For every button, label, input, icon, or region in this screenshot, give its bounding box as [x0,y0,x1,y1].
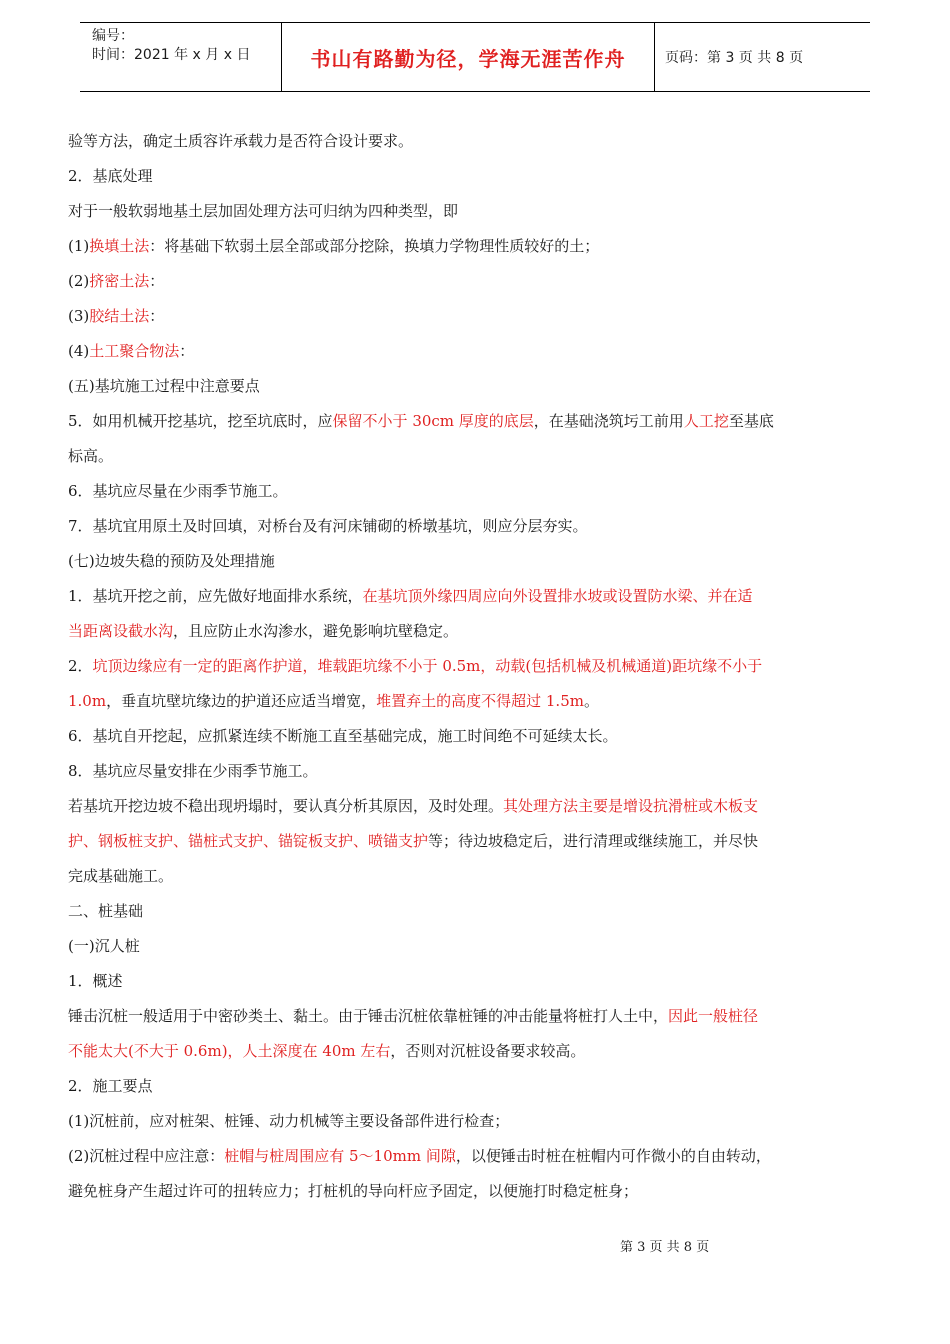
body-text: 至基底 [728,412,774,430]
highlighted-text: 保留不小于 30cm 厚度的底层 [332,412,534,430]
highlighted-text: 不能太大(不大于 0.6m)，人土深度在 40m 左右 [68,1042,391,1060]
text-line [68,474,884,509]
highlighted-text: 当距离设截水沟 [68,622,174,640]
header-motto: 书山有路勤为径，学海无涯苦作舟 [281,23,655,91]
text-line [68,649,884,684]
text-line [68,754,884,789]
body-text: ：将基础下软弱土层全部或部分挖除，换填力学物理性质较好的土； [149,237,600,255]
header-page-number: 页码：第 3 页 共 8 页 [665,50,804,66]
text-line [68,1034,884,1069]
header-meta [80,23,281,91]
text-line [68,1069,884,1104]
text-line [68,369,884,404]
body-text: (4) [68,342,90,360]
text-line [68,229,884,264]
text-line [68,509,884,544]
body-text: (3) [68,307,90,325]
text-line [68,334,884,369]
body-text: ，以便锤击时桩在桩帽内可作微小的自由转动， [455,1147,771,1165]
highlighted-text: 挤密土法 [89,272,150,290]
text-line [68,264,884,299]
text-line [68,614,884,649]
text-line [68,1174,884,1209]
highlighted-text: 胶结土法 [89,307,150,325]
text-line [68,964,884,999]
text-line [68,859,884,894]
text-line [68,404,884,439]
body-text: 2．基底处理 [68,167,153,185]
body-text: 完成基础施工。 [68,867,174,885]
text-line [68,684,884,719]
text-line [68,124,884,159]
body-text: ： [149,272,165,290]
body-text: (1) [68,237,90,255]
highlighted-text: 护、钢板桩支护、锚桩式支护、锚锭板支护、喷锚支护 [68,832,429,850]
text-line [68,159,884,194]
body-text: 标高。 [68,447,114,465]
text-line [68,299,884,334]
text-line [68,999,884,1034]
text-line [68,789,884,824]
highlighted-text: 桩帽与桩周围应有 5～10mm 间隙 [224,1147,456,1165]
page-footer: 第 3 页 共 8 页 [620,1240,710,1255]
document-body [68,124,884,1209]
body-text: 二、桩基础 [68,902,144,920]
body-text: ： [179,342,195,360]
highlighted-text: 其处理方法主要是增设抗滑桩或木板支 [503,797,759,815]
text-line [68,894,884,929]
body-text: 1．概述 [68,972,123,990]
text-line [68,439,884,474]
body-text: 验等方法，确定土质容许承载力是否符合设计要求。 [68,132,414,150]
body-text: ： [149,307,165,325]
body-text: (2) [68,272,90,290]
text-line [68,544,884,579]
text-line [68,1104,884,1139]
body-text: (一)沉人桩 [68,937,140,955]
highlighted-text: 1.0m [68,692,107,710]
body-text: 1．基坑开挖之前，应先做好地面排水系统， [68,587,363,605]
body-text: 。 [583,692,599,710]
text-line [68,1139,884,1174]
text-line [68,929,884,964]
body-text: 7．基坑宜用原土及时回填，对桥台及有河床铺砌的桥墩基坑，则应分层夯实。 [68,517,588,535]
page-header [80,22,870,92]
body-text: 若基坑开挖边坡不稳出现坍塌时，要认真分析其原因，及时处理。 [68,797,504,815]
body-text: 等；待边坡稳定后，进行清理或继续施工，并尽快 [428,832,759,850]
document-date-label: 时间：2021 年 x 月 x 日 [92,47,251,63]
body-text: 对于一般软弱地基土层加固处理方法可归纳为四种类型，即 [68,202,459,220]
body-text: (七)边坡失稳的预防及处理措施 [68,552,275,570]
highlighted-text: 土工聚合物法 [89,342,180,360]
body-text: ，且应防止水沟渗水，避免影响坑壁稳定。 [173,622,459,640]
body-text: 5．如用机械开挖基坑，挖至坑底时，应 [68,412,333,430]
text-line [68,719,884,754]
highlighted-text: 在基坑顶外缘四周应向外设置排水坡或设置防水梁、并在适 [362,587,753,605]
body-text: 8．基坑应尽量安排在少雨季节施工。 [68,762,318,780]
body-text: ，在基础浇筑圬工前用 [533,412,684,430]
body-text: 6．基坑应尽量在少雨季节施工。 [68,482,288,500]
body-text: 2．施工要点 [68,1077,153,1095]
text-line [68,579,884,614]
body-text: (五)基坑施工过程中注意要点 [68,377,260,395]
body-text: 锤击沉桩一般适用于中密砂类土、黏土。由于锤击沉桩依靠桩锤的冲击能量将桩打人土中， [68,1007,669,1025]
body-text: ，否则对沉桩设备要求较高。 [390,1042,586,1060]
highlighted-text: 坑顶边缘应有一定的距离作护道，堆载距坑缘不小于 0.5m，动载(包括机械及机械通道)距坑缘不小于 [92,657,763,675]
text-line [68,194,884,229]
highlighted-text: 因此一般桩径 [668,1007,759,1025]
text-line [68,824,884,859]
body-text: 6．基坑自开挖起，应抓紧连续不断施工直至基础完成，施工时间绝不可延续太长。 [68,727,618,745]
highlighted-text: 堆置弃土的高度不得超过 1.5m [376,692,584,710]
body-text: 2． [68,657,93,675]
highlighted-text: 换填土法 [89,237,150,255]
document-number-label: 编号： [92,28,134,44]
body-text: ，垂直坑壁坑缘边的护道还应适当增宽， [106,692,377,710]
highlighted-text: 人工挖 [683,412,729,430]
body-text: 避免桩身产生超过许可的扭转应力；打桩机的导向杆应予固定，以便施打时稳定桩身； [68,1182,639,1200]
body-text: (2)沉桩过程中应注意： [68,1147,225,1165]
body-text: (1)沉桩前，应对桩架、桩锤、动力机械等主要设备部件进行检查； [68,1112,510,1130]
